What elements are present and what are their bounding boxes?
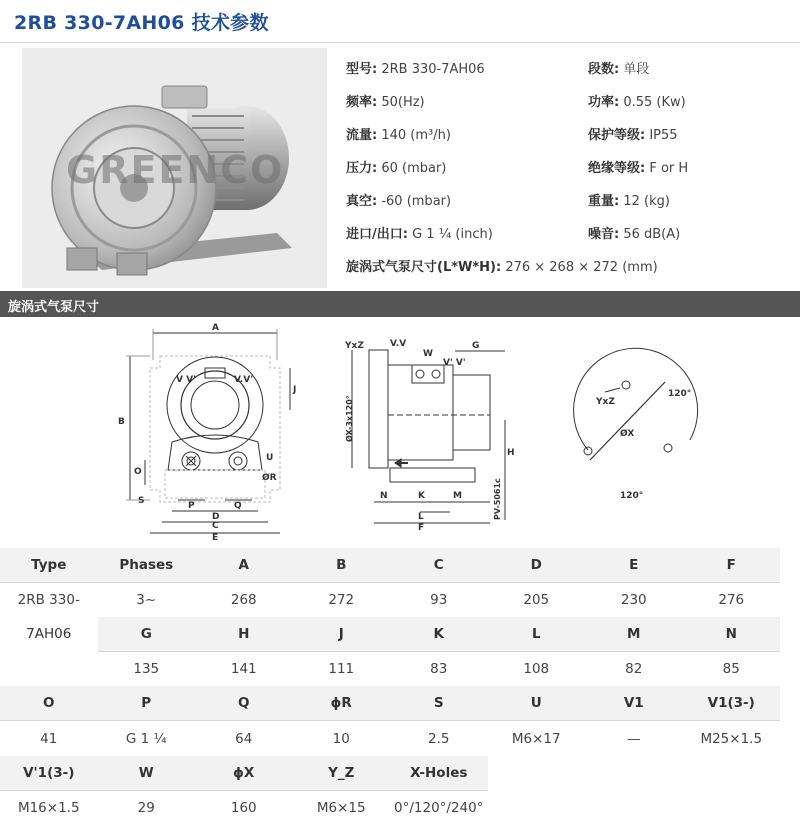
table-cell-type: 2RB 330- bbox=[17, 592, 80, 609]
table-header: ϕR bbox=[293, 686, 391, 721]
table-header: ϕX bbox=[195, 756, 293, 791]
dim-B: B bbox=[118, 417, 125, 427]
dim-phiX: ØX bbox=[620, 429, 635, 439]
dim-VV-right: V.V' bbox=[234, 375, 253, 385]
table-cell: 3~ bbox=[136, 592, 157, 609]
table-header: Y_Z bbox=[293, 756, 391, 791]
spec-flow: 流量: 140 (m³/h) bbox=[346, 128, 451, 143]
dim-Q: Q bbox=[234, 501, 242, 511]
table-cell: 10 bbox=[332, 730, 350, 747]
dim-angle-bottom: 120° bbox=[620, 491, 644, 501]
table-cell: 41 bbox=[40, 730, 58, 747]
spec-weight: 重量: 12 (kg) bbox=[588, 194, 670, 209]
table-cell-empty bbox=[0, 652, 98, 687]
section-title: 旋涡式气泵尺寸 bbox=[8, 300, 100, 315]
spec-protection: 保护等级: IP55 bbox=[588, 128, 678, 143]
table-header: U bbox=[488, 686, 586, 721]
table-header: P bbox=[98, 686, 196, 721]
table-header: M bbox=[585, 617, 683, 652]
table-header: J bbox=[293, 617, 391, 652]
table-cell: 29 bbox=[137, 799, 155, 816]
table-cell: 2.5 bbox=[428, 730, 450, 747]
table-cell: 276 bbox=[718, 592, 745, 609]
table-cell-type: 7AH06 bbox=[26, 626, 72, 643]
table-header: Type bbox=[0, 548, 98, 583]
table-header: V'1(3-) bbox=[0, 756, 98, 791]
parameter-table bbox=[0, 548, 780, 825]
table-cell: 64 bbox=[235, 730, 253, 747]
spec-pressure: 压力: 60 (mbar) bbox=[346, 161, 447, 176]
table-row bbox=[0, 652, 780, 687]
table-header: L bbox=[488, 617, 586, 652]
spec-noise: 噪音: 56 dB(A) bbox=[588, 227, 681, 242]
table-cell: 141 bbox=[230, 661, 257, 678]
table-header: H bbox=[195, 617, 293, 652]
table-header: E bbox=[585, 548, 683, 583]
watermark-logo: GREENCO bbox=[66, 148, 285, 192]
spec-port: 进口/出口: G 1 ¼ (inch) bbox=[346, 227, 493, 242]
table-header: X-Holes bbox=[390, 756, 488, 791]
table-header-row bbox=[0, 617, 780, 652]
dim-R: ØR bbox=[262, 473, 277, 483]
table-cell: 272 bbox=[328, 592, 355, 609]
table-cell: 160 bbox=[230, 799, 257, 816]
dim-J: J bbox=[293, 385, 297, 395]
table-cell: 0°/120°/240° bbox=[394, 799, 484, 816]
table-row bbox=[0, 583, 780, 618]
dim-angle-top: 120° bbox=[668, 389, 692, 399]
dim-L: L bbox=[418, 512, 424, 522]
spec-frequency: 频率: 50(Hz) bbox=[346, 95, 425, 110]
table-cell: 83 bbox=[430, 661, 448, 678]
section-header bbox=[0, 291, 800, 317]
dimension-drawing bbox=[0, 320, 800, 548]
dim-K: K bbox=[418, 491, 425, 501]
table-cell: 82 bbox=[625, 661, 643, 678]
table-header: D bbox=[488, 548, 586, 583]
table-cell: 135 bbox=[133, 661, 160, 678]
table-cell: M16×1.5 bbox=[17, 799, 80, 816]
dim-YxZ-flange: YxZ bbox=[596, 397, 615, 407]
table-header: W bbox=[98, 756, 196, 791]
title-divider bbox=[0, 42, 800, 43]
table-row bbox=[0, 721, 780, 756]
table-cell: 108 bbox=[523, 661, 550, 678]
drawing-code: PV-5061c bbox=[493, 478, 502, 520]
table-header: C bbox=[390, 548, 488, 583]
table-header: B bbox=[293, 548, 391, 583]
dim-S: S bbox=[138, 496, 145, 506]
dim-F: F bbox=[418, 523, 425, 533]
table-cell: 85 bbox=[722, 661, 740, 678]
spec-vacuum: 真空: -60 (mbar) bbox=[346, 194, 452, 209]
dim-VV-left: V V' bbox=[176, 375, 196, 385]
dim-G: G bbox=[472, 341, 480, 351]
dim-C: C bbox=[212, 521, 219, 531]
table-header: A bbox=[195, 548, 293, 583]
table-cell: 93 bbox=[430, 592, 448, 609]
dim-holes: ØX-3x120° bbox=[345, 395, 354, 442]
dim-VV-side2: V' V' bbox=[443, 358, 466, 368]
dim-W: W bbox=[423, 349, 433, 359]
dim-VV-side: V.V bbox=[390, 339, 407, 349]
page-title: 2RB 330-7AH06 技术参数 bbox=[14, 12, 269, 34]
dim-D: D bbox=[212, 512, 220, 522]
dim-M: M bbox=[453, 491, 462, 501]
spec-power: 功率: 0.55 (Kw) bbox=[588, 95, 686, 110]
table-cell: M25×1.5 bbox=[700, 730, 763, 747]
dim-P: P bbox=[188, 501, 195, 511]
table-cell: 205 bbox=[523, 592, 550, 609]
table-header: Q bbox=[195, 686, 293, 721]
spec-stages: 段数: 单段 bbox=[588, 62, 650, 77]
dim-N: N bbox=[380, 491, 388, 501]
dim-H: H bbox=[507, 448, 515, 458]
table-header-row bbox=[0, 756, 780, 791]
spec-insulation: 绝缘等级: F or H bbox=[588, 161, 689, 176]
table-header: N bbox=[683, 617, 781, 652]
table-cell: M6×15 bbox=[316, 799, 366, 816]
table-header: Phases bbox=[98, 548, 196, 583]
spec-model: 型号: 2RB 330-7AH06 bbox=[346, 62, 485, 77]
table-header: O bbox=[0, 686, 98, 721]
dim-E: E bbox=[212, 533, 219, 543]
table-header-row bbox=[0, 686, 780, 721]
product-image bbox=[22, 48, 327, 288]
table-header: G bbox=[98, 617, 196, 652]
table-cell: M6×17 bbox=[511, 730, 561, 747]
dim-YxZ-side: YxZ bbox=[345, 341, 364, 351]
dim-O: O bbox=[134, 467, 142, 477]
dim-U: U bbox=[266, 453, 274, 463]
table-cell: 230 bbox=[620, 592, 647, 609]
table-header: V1 bbox=[585, 686, 683, 721]
table-header: F bbox=[683, 548, 781, 583]
table-header: S bbox=[390, 686, 488, 721]
table-header: V1(3-) bbox=[683, 686, 781, 721]
table-header-row bbox=[0, 548, 780, 583]
table-header: K bbox=[390, 617, 488, 652]
dim-A: A bbox=[212, 323, 219, 333]
spec-dimensions: 旋涡式气泵尺寸(L*W*H): 276 × 268 × 272 (mm) bbox=[346, 260, 658, 275]
table-cell: G 1 ¼ bbox=[125, 730, 167, 747]
table-cell: 111 bbox=[328, 661, 355, 678]
table-cell: 268 bbox=[230, 592, 257, 609]
table-cell: — bbox=[627, 730, 641, 747]
table-row bbox=[0, 790, 780, 825]
